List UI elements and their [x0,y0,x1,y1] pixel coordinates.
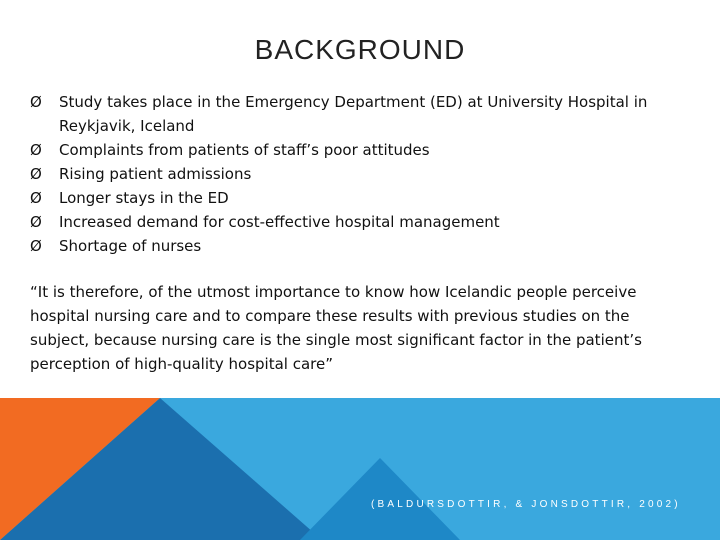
bullet-text: Increased demand for cost-effective hospital management [59,213,500,231]
arrow-bullet-icon: Ø [30,141,42,159]
bullet-text: Rising patient admissions [59,165,252,183]
slide-title: BACKGROUND [254,34,466,65]
arrow-bullet-icon: Ø [30,165,42,183]
bullet-item [30,162,670,186]
bullet-text: Complaints from patients of staff’s poor attitudes [59,141,430,159]
citation-text: (BALDURSDOTTIR, & JONSDOTTIR, 2002) [371,499,681,510]
arrow-bullet-icon: Ø [30,237,42,255]
bullet-item [30,210,670,234]
bullet-item [30,234,670,258]
bullet-item [30,138,670,162]
bullet-text: Shortage of nurses [59,237,202,255]
quote-text: “It is therefore, of the utmost importance to know how Icelandic people perceive hospital nursing care and to compare these results with previous studies on the subject, because nursing care is the single most significant factor in the patient’s perception of high-quality hospital care” [30,283,642,373]
arrow-bullet-icon: Ø [30,189,42,207]
bullet-list [30,90,670,258]
bullet-text: Longer stays in the ED [59,189,229,207]
bullet-item [30,90,670,138]
arrow-bullet-icon: Ø [30,93,42,111]
bullet-text: Study takes place in the Emergency Department (ED) at University Hospital in Reykjavik, Iceland [59,93,648,135]
bullet-item [30,186,670,210]
arrow-bullet-icon: Ø [30,213,42,231]
decorative-footer-shapes [0,398,720,540]
